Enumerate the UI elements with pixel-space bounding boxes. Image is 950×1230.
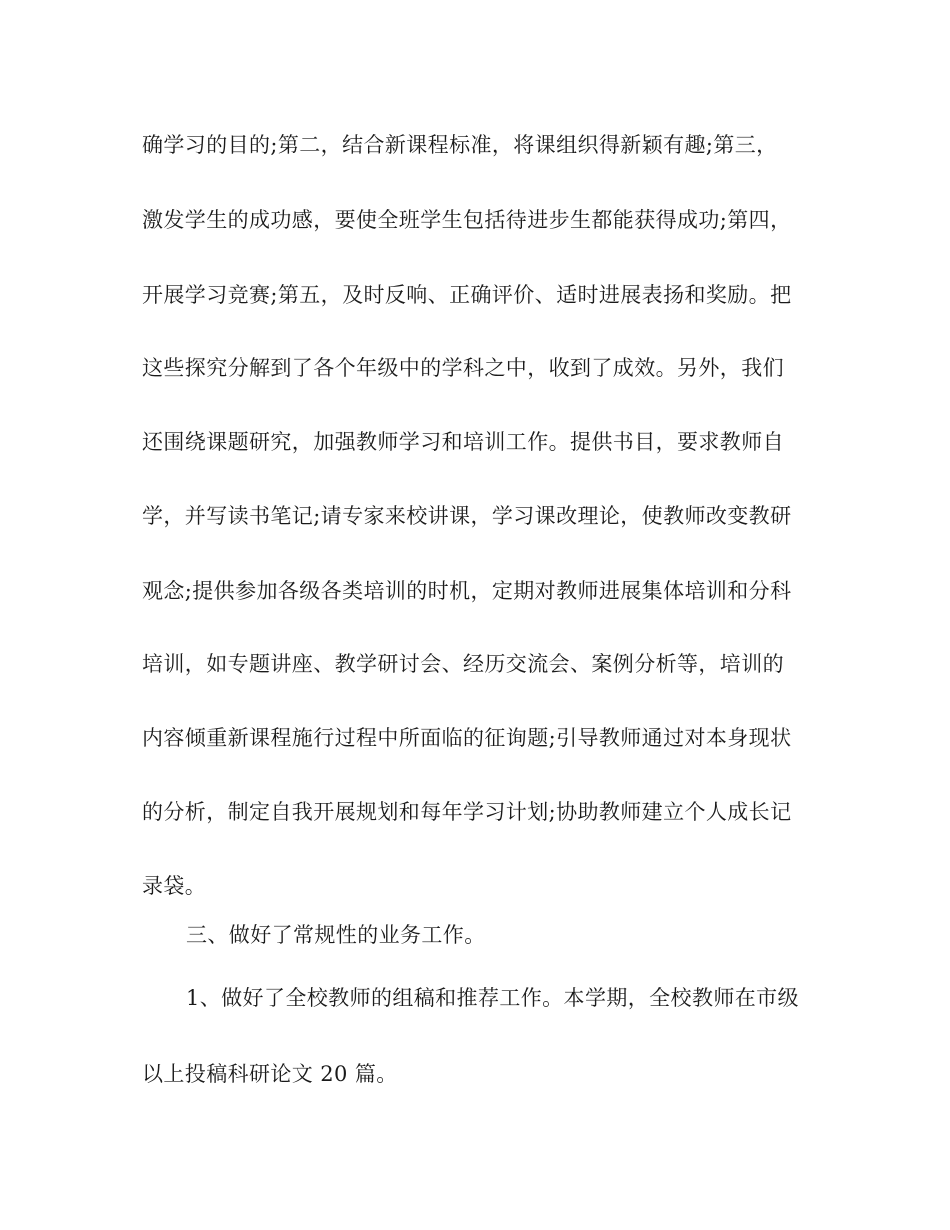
section-heading: 三、做好了常规性的业务工作。 [186,923,486,947]
paragraph-line: 内容倾重新课程施行过程中所面临的征询题;引导教师通过对本身现状 [142,726,792,750]
paragraph-line: 录袋。 [142,874,207,898]
paragraph-line: 培训，如专题讲座、教学研讨会、经历交流会、案例分析等，培训的 [142,652,784,676]
paragraph-line: 观念;提供参加各级各类培训的时机，定期对教师进展集体培训和分科 [142,579,792,603]
paragraph-line: 确学习的目的;第二，结合新课程标准，将课组织得新颖有趣;第三， [142,133,778,157]
paragraph-line: 这些探究分解到了各个年级中的学科之中，收到了成效。另外，我们 [142,356,784,380]
list-item-line: 1、做好了全校教师的组稿和推荐工作。本学期，全校教师在市级 [186,986,799,1010]
paragraph-line: 开展学习竞赛;第五，及时反响、正确评价、适时进展表扬和奖励。把 [142,283,792,307]
list-item-line: 以上投稿科研论文 20 篇。 [142,1062,398,1086]
paragraph-line: 还围绕课题研究，加强教师学习和培训工作。提供书目，要求教师自 [142,430,784,454]
paragraph-line: 学，并写读书笔记;请专家来校讲课，学习课改理论，使教师改变教研 [142,504,792,528]
paragraph-line: 的分析，制定自我开展规划和每年学习计划;协助教师建立个人成长记 [142,800,792,824]
paragraph-line: 激发学生的成功感，要使全班学生包括待进步生都能获得成功;第四， [142,208,792,232]
